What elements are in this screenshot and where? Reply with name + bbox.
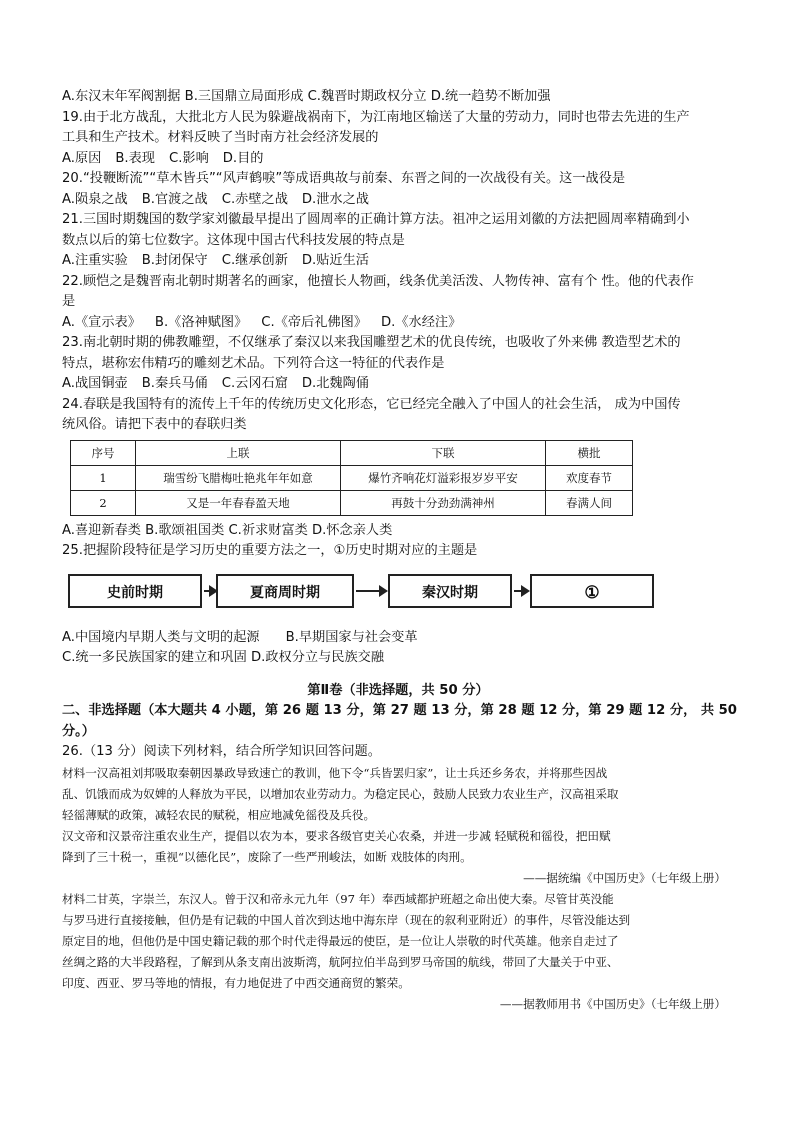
flow-box-qin-han: 秦汉时期	[388, 574, 512, 608]
q19-stem-line2: 工具和生产技术。材料反映了当时南方社会经济发展的	[62, 130, 379, 145]
table-cell: 欢度春节	[546, 465, 633, 490]
q26-material1-line1: 材料一汉高祖刘邦吸取秦朝因暴政导致速亡的教训，他下令“兵皆罢归家”，让士兵还乡务农，并将那些因战	[62, 765, 608, 780]
q26-material1-line4: 汉文帝和汉景帝注重农业生产，提倡以农为本，要求各级官吏关心农桑，并进一步减 轻赋税和徭役，把田赋	[62, 828, 611, 843]
part2-heading-line1: 二、非选择题（本大题共 4 小题，第 26 题 13 分，第 27 题 13 分，第 28 题 12 分，第 29 题 12 分， 共 50	[62, 703, 737, 718]
table-row	[71, 465, 633, 490]
table-cell: 2	[71, 490, 136, 515]
q20-option-b: B.官渡之战	[141, 191, 208, 207]
q25-options-ab	[62, 628, 734, 649]
q23-option-d: D.北魏陶俑	[301, 376, 369, 391]
couplet-table	[70, 440, 633, 516]
table-cell: 再鼓十分劲劲满神州	[341, 490, 546, 515]
q20-option-a: A.陨泉之战	[62, 191, 128, 207]
q25-option-a: A.中国境内早期人类与文明的起源	[62, 629, 260, 645]
q26-material1-source: ——据统编《中国历史》（七年级上册）	[523, 870, 726, 885]
period-flowchart	[68, 568, 734, 620]
q21-option-d: D.贴近生活	[301, 253, 369, 268]
flow-arrow	[204, 590, 216, 592]
q24-stem-line1: 24.春联是我国特有的流传上千年的传统历史文化形态，它已经完全融入了中国人的社会生活， 成为中国传	[62, 396, 681, 412]
q19-options	[62, 149, 734, 170]
flow-arrow	[514, 590, 528, 592]
q26-material1-line3: 轻徭薄赋的政策，减轻农民的赋税，相应地减免徭役及兵役。	[62, 807, 376, 822]
q22-option-a: A.《宣示表》	[62, 314, 141, 330]
q22-stem-line1: 22.顾恺之是魏晋南北朝时期著名的画家，他擅长人物画，线条优美活泼、人物传神、富有个 性。他的代表作	[62, 273, 694, 289]
q25-option-b: B.早期国家与社会变革	[285, 629, 418, 645]
q25-options-cd: C.统一多民族国家的建立和巩固 D.政权分立与民族交融	[62, 650, 385, 665]
q26-material2-line5: 印度、西亚、罗马等地的情报，有力地促进了中西交通商贸的繁荣。	[62, 975, 410, 990]
q22-stem-line2: 是	[62, 294, 76, 309]
part2-heading-line2: 分。）	[62, 723, 95, 739]
q22-option-c: C.《帝后礼佛图》	[261, 314, 368, 330]
q26-material2-line3: 原定目的地，但他仍是中国史籍记载的那个时代走得最远的使臣，是一位让人崇敬的时代英雄。他亲自走过了	[62, 933, 619, 948]
flow-arrow	[356, 590, 386, 592]
table-cell: 爆竹齐响花灯溢彩报岁岁平安	[341, 465, 546, 490]
table-cell: 又是一年春春盈天地	[136, 490, 341, 515]
q24-stem-line2: 统风俗。请把下表中的春联归类	[62, 417, 247, 432]
q21-option-b: B.封闭保守	[141, 253, 208, 268]
flow-box-prehistoric: 史前时期	[68, 574, 202, 608]
q26-material1-line5: 降到了三十税一，重视“以德化民”，废除了一些严刑峻法，如断 戏肢体的肉刑。	[62, 849, 472, 864]
q22-option-b: B.《洛神赋图》	[154, 314, 248, 330]
q26-material2-source: ——据教师用书《中国历史》（七年级上册）	[499, 996, 726, 1011]
q23-options	[62, 374, 734, 395]
q23-option-b: B.秦兵马俑	[141, 376, 208, 391]
q18-options: A.东汉末年军阀割据 B.三国鼎立局面形成 C.魏晋时期政权分立 D.统一趋势不断加强	[62, 89, 551, 104]
couplet-table-header	[71, 440, 633, 465]
q20-stem: 20.“投鞭断流”“草木皆兵”“风声鹤唳”等成语典故与前秦、东晋之间的一次战役有关。这一战役是	[62, 171, 626, 186]
q19-option-d: D.目的	[222, 150, 264, 166]
q23-stem-line2: 特点，堪称宏伟精巧的雕刻艺术品。下列符合这一特征的代表作是	[62, 355, 445, 371]
q21-stem-line2: 数点以后的第七位数字。这体现中国古代科技发展的特点是	[62, 232, 405, 248]
header-upper: 上联	[136, 440, 341, 465]
q23-option-a: A.战国铜壶	[62, 376, 128, 391]
q19-option-a: A.原因	[62, 150, 102, 166]
q21-option-c: C.继承创新	[221, 253, 288, 268]
part2-title: 第Ⅱ卷（非选择题，共 50 分）	[307, 682, 489, 698]
q20-option-c: C.赤壁之战	[221, 191, 288, 207]
q25-stem: 25.把握阶段特征是学习历史的重要方法之一，①历史时期对应的主题是	[62, 543, 478, 558]
exam-content	[62, 87, 737, 1015]
q22-options	[62, 313, 734, 334]
q23-option-c: C.云冈石窟	[221, 376, 288, 391]
q22-option-d: D.《水经注》	[381, 314, 462, 330]
table-cell: 春满人间	[546, 490, 633, 515]
q24-options: A.喜迎新春类 B.歌颂祖国类 C.祈求财富类 D.怀念亲人类	[62, 522, 393, 538]
flow-box-blank: ①	[530, 574, 654, 608]
q19-stem-line1: 19.由于北方战乱，大批北方人民为躲避战祸南下，为江南地区输送了大量的劳动力，同时也带去先进的生产	[62, 109, 690, 125]
q21-stem-line1: 21.三国时期魏国的数学家刘徽最早提出了圆周率的正确计算方法。祖冲之运用刘徽的方法把圆周率精确到小	[62, 212, 690, 227]
header-index: 序号	[71, 440, 136, 465]
q19-option-c: C.影响	[168, 150, 209, 166]
q20-options	[62, 190, 734, 211]
table-cell: 1	[71, 465, 136, 490]
q26-intro: 26.（13 分）阅读下列材料，结合所学知识回答问题。	[62, 744, 381, 759]
q19-option-b: B.表现	[115, 150, 155, 166]
table-cell: 瑞雪纷飞腊梅吐艳兆年年如意	[136, 465, 341, 490]
table-row	[71, 490, 633, 515]
flow-box-xia-shang-zhou: 夏商周时期	[216, 574, 354, 608]
q26-material1-line2: 乱、饥饿而成为奴婢的人释放为平民，以增加农业劳动力。为稳定民心，鼓励人民致力农业生产，汉高祖采取	[62, 786, 619, 801]
header-horizontal: 横批	[546, 440, 633, 465]
q26-material2-line1: 材料二甘英，字崇兰，东汉人。曾于汉和帝永元九年（97 年）奉西域都护班超之命出使大秦。尽管甘英没能	[62, 891, 614, 906]
q21-options	[62, 251, 734, 272]
q20-option-d: D.泄水之战	[301, 191, 369, 207]
q26-material2-line4: 丝绸之路的大半段路程，了解到从条支南出波斯湾，航阿拉伯半岛到罗马帝国的航线，带回了大量关于中亚、	[62, 954, 619, 969]
q23-stem-line1: 23.南北朝时期的佛教雕塑，不仅继承了秦汉以来我国雕塑艺术的优良传统，也吸收了外来佛 教造型艺术的	[62, 335, 681, 350]
header-lower: 下联	[341, 440, 546, 465]
q21-option-a: A.注重实验	[62, 253, 128, 268]
q26-material2-line2: 与罗马进行直接接触，但仍是有记载的中国人首次到达地中海东岸（现在的叙利亚附近）的事件，尽管没能达到	[62, 912, 631, 927]
